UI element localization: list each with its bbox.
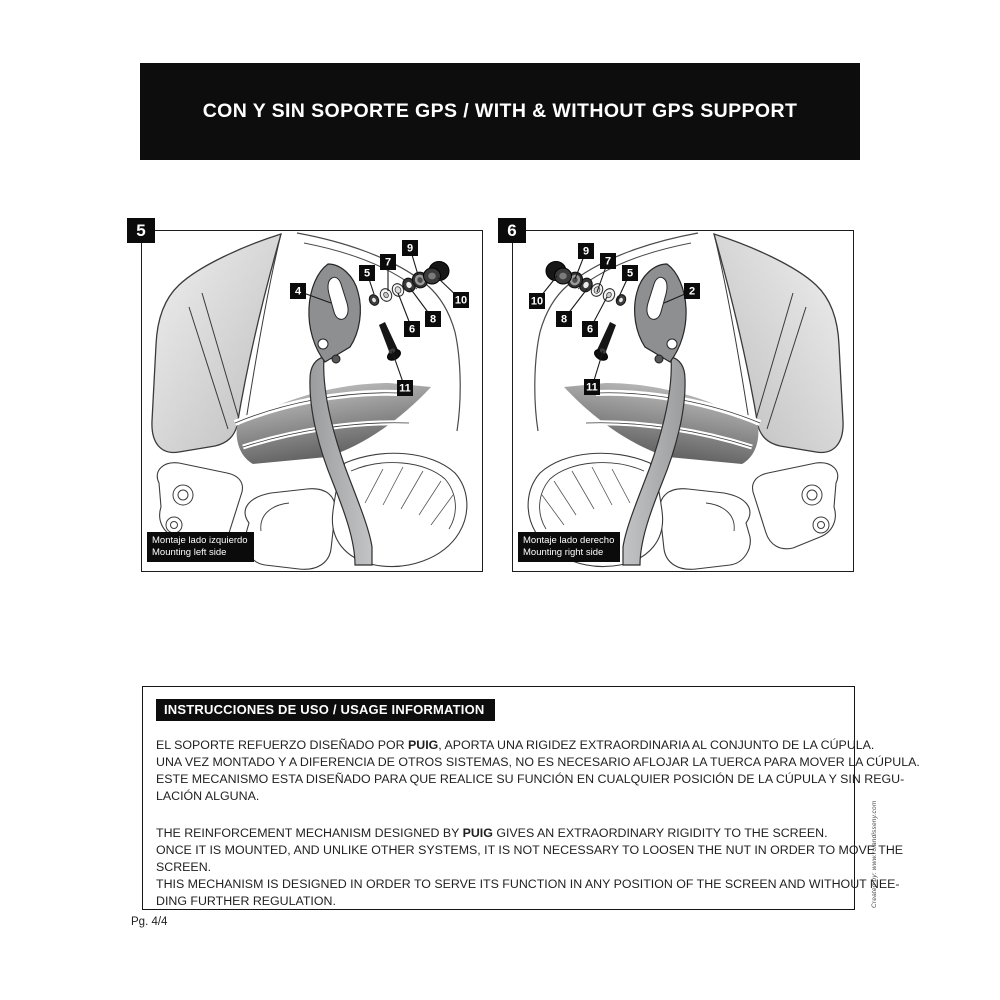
usage-es-line: ESTE MECANISMO ESTA DISEÑADO PARA QUE REALICE SU FUNCIÓN EN CUALQUIER POSICIÓN DE LA CÚPULA Y SIN REGU- [156,772,905,786]
svg-text:11: 11 [586,381,598,394]
figure-number-badge: 5 [127,218,155,243]
svg-text:10: 10 [530,295,544,308]
credit-note: Created by: www.rolandisseny.com [871,800,878,908]
usage-es-line: UNA VEZ MONTADO Y A DIFERENCIA DE OTROS SISTEMAS, NO ES NECESARIO AFLOJAR LA TUERCA PARA MOVER LA CÚPULA. [156,755,920,769]
svg-text:6: 6 [586,323,594,336]
figure-number-badge: 6 [498,218,526,243]
usage-en-line: THE REINFORCEMENT MECHANISM DESIGNED BY PUIG GIVES AN EXTRAORDINARY RIGIDITY TO THE SCREEN. [156,826,828,840]
usage-es-line: LACIÓN ALGUNA. [156,789,260,803]
usage-heading: INSTRUCCIONES DE USO / USAGE INFORMATION [156,699,495,721]
svg-text:9: 9 [406,242,414,255]
svg-text:7: 7 [384,256,392,269]
svg-text:6: 6 [408,323,416,336]
page-title: CON Y SIN SOPORTE GPS / WITH & WITHOUT GPS SUPPORT [202,100,798,122]
usage-en-line: SCREEN. [156,860,212,874]
callout-6 [582,297,607,337]
callout-10 [529,276,557,309]
usage-paragraph-spanish [156,737,920,805]
svg-text:8: 8 [560,313,568,326]
screw [379,322,402,362]
mounting-side-label [518,532,620,562]
usage-en-line: DING FURTHER REGULATION. [156,894,336,908]
figure-panel-5 [136,220,483,572]
svg-text:5: 5 [363,267,371,280]
callout-6 [398,293,420,337]
svg-text:10: 10 [454,294,468,307]
svg-text:9: 9 [582,245,590,258]
svg-text:5: 5 [626,267,634,280]
diagram-mounting-left [142,231,482,571]
page-number: Pg. 4/4 [131,916,168,928]
washer-stack [367,262,449,307]
svg-text:11: 11 [399,382,411,395]
figure-panel-6 [507,220,854,572]
title-banner [140,63,860,160]
caption-en: Mounting right side [523,546,604,558]
usage-en-line: THIS MECHANISM IS DESIGNED IN ORDER TO SERVE ITS FUNCTION IN ANY POSITION OF THE SCREEN AND WITHOUT NEE- [156,877,900,891]
svg-text:4: 4 [294,285,302,298]
caption-es: Montaje lado derecho [523,535,615,546]
svg-text:8: 8 [429,313,437,326]
callout-5 [359,265,375,294]
caption-en: Mounting left side [152,546,227,558]
caption-es: Montaje lado izquierdo [152,535,248,546]
usage-es-line: EL SOPORTE REFUERZO DISEÑADO POR PUIG, APORTA UNA RIGIDEZ EXTRAORDINARIA AL CONJUNTO DE LA CÚPULA. [156,738,875,752]
diagram-mounting-right [513,231,853,571]
svg-text:2: 2 [688,285,696,298]
svg-text:7: 7 [604,255,612,268]
mounting-side-label [147,532,254,562]
usage-en-line: ONCE IT IS MOUNTED, AND UNLIKE OTHER SYSTEMS, IT IS NOT NECESSARY TO LOOSEN THE NUT IN ORDER TO MOVE THE [156,843,904,857]
panel-artwork [152,233,467,569]
